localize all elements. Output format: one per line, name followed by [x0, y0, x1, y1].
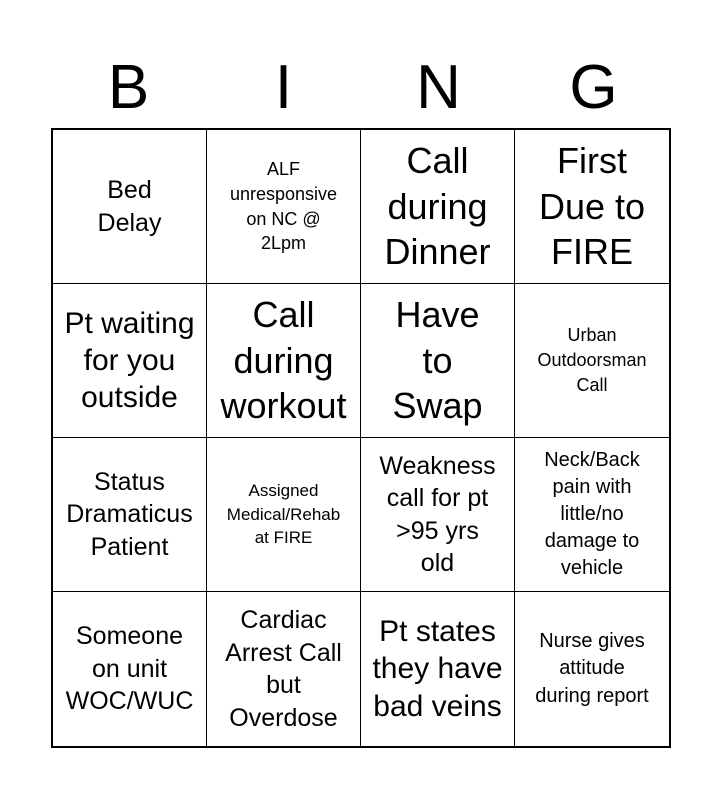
- bingo-cell[interactable]: [361, 130, 515, 284]
- bingo-header: [51, 48, 671, 128]
- bingo-cell[interactable]: [53, 130, 207, 284]
- bingo-cell[interactable]: [361, 438, 515, 592]
- bingo-cell[interactable]: [207, 438, 361, 592]
- bingo-cell[interactable]: [515, 438, 669, 592]
- bingo-cell-text: Cardiac Arrest Call but Overdose: [225, 606, 342, 732]
- bingo-cell[interactable]: [207, 284, 361, 438]
- bingo-cell[interactable]: [53, 284, 207, 438]
- header-letter-b: B: [107, 53, 150, 122]
- bingo-cell-text: Neck/Back pain with little/no damage to vehicle: [544, 448, 640, 580]
- header-letter-n: N: [416, 53, 461, 122]
- bingo-cell[interactable]: [53, 592, 207, 746]
- bingo-cell-text: Assigned Medical/Rehab at FIRE: [226, 481, 341, 548]
- bingo-cell[interactable]: [515, 130, 669, 284]
- bingo-cell-text: Pt waiting for you outside: [64, 306, 195, 415]
- bingo-cell-text: Pt states they have bad veins: [372, 615, 503, 723]
- bingo-cell-text: Nurse gives attitude during report: [535, 630, 649, 707]
- bingo-cell[interactable]: [207, 130, 361, 284]
- bingo-cell[interactable]: [515, 284, 669, 438]
- bingo-cell-text: Have to Swap: [392, 294, 483, 427]
- header-letter-i: I: [274, 53, 293, 122]
- bingo-card-grid: [51, 128, 671, 748]
- bingo-cell-text: Weakness call for pt >95 yrs old: [379, 451, 496, 577]
- bingo-cell[interactable]: [207, 592, 361, 746]
- bingo-cell-text: Urban Outdoorsman Call: [537, 325, 647, 395]
- bingo-cell-text: ALF unresponsive on NC @ 2Lpm: [229, 158, 338, 254]
- bingo-cell[interactable]: [361, 284, 515, 438]
- bingo-cell-text: Someone on unit WOC/WUC: [65, 622, 194, 716]
- bingo-cell[interactable]: [361, 592, 515, 746]
- bingo-cell[interactable]: [515, 592, 669, 746]
- bingo-cell-text: Bed Delay: [97, 176, 162, 237]
- bingo-cell[interactable]: [53, 438, 207, 592]
- bingo-cell-text: Call during workout: [220, 294, 347, 427]
- bingo-cell-text: Status Dramaticus Patient: [66, 467, 193, 561]
- bingo-cell-text: Call during Dinner: [384, 140, 491, 273]
- header-letter-g: G: [569, 53, 618, 122]
- bingo-cell-text: First Due to FIRE: [538, 140, 646, 273]
